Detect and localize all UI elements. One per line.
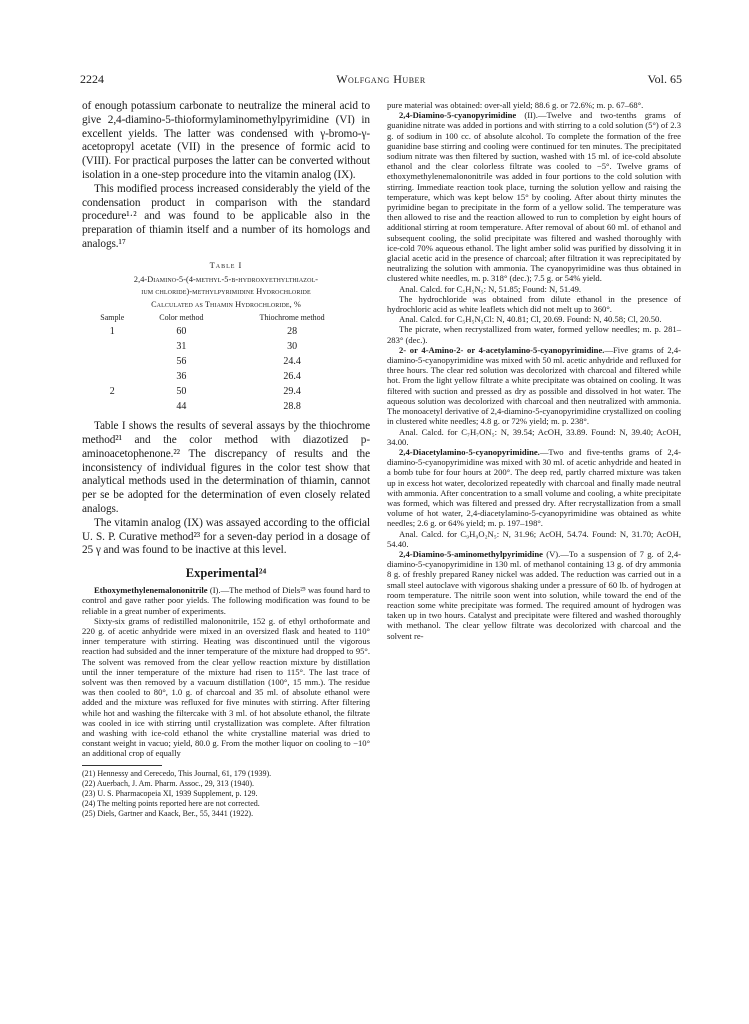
cell-thiochrome: 29.4 xyxy=(283,386,301,398)
compound-title: Ethoxymethylenemalononitrile xyxy=(94,585,208,596)
table-row xyxy=(88,354,358,369)
running-title: Wolfgang Huber xyxy=(336,72,426,86)
compound-title: 2,4-Diamino-5-aminomethylpyrimidine xyxy=(399,548,543,559)
cell-color: 56 xyxy=(176,356,187,368)
procedure-ethoxymethylene-details: Sixty-six grams of redistilled malononitrile, 152 g. of ethyl orthoformate and 220 g. of acetic anhydride were mixed in an oversized flask and heated to 110° inner temperature with stirring. Heating was discontinued until the vigorous reaction had subsided and the inner temperature of the mixture had dropped to 95°. The solvent was removed from the clear yellow reaction mixture by distillation until the inner temperature of the mixture had risen to 115°. The last trace of solvent was then removed by a vacuum distillation (100°, 15 mm.). The residue was then cooled to 80°, 1.0 g. of charcoal and 35 ml. of absolute ethanol were added and the mixture was refluxed for five minutes with stirring. After filtering while hot and washing the filtercake with 3 ml. of hot absolute ethanol, the filtrate was cooled in ice with stirring until crystallization was complete. After filtration and washing with ice-cold ethanol the white crystalline material was dried to constant weight in vacuo; yield, 80.0 g. From the mother liquor on cooling to −10° an additional crop of equally xyxy=(82,615,370,759)
page-header xyxy=(80,72,682,88)
table-row xyxy=(88,339,358,354)
compound-title: 2,4-Diamino-5-cyanopyrimidine xyxy=(399,110,517,121)
cell-sample: 1 xyxy=(109,326,115,338)
picrate-paragraph: The picrate, when recrystallized from water, formed yellow needles; m. p. 281–283° (dec.). xyxy=(387,324,681,345)
table-row xyxy=(88,369,358,384)
table-row xyxy=(88,399,358,414)
table-row xyxy=(88,324,358,339)
experimental-heading: Experimental²⁴ xyxy=(185,566,267,581)
cell-sample xyxy=(88,339,137,354)
cell-sample xyxy=(88,354,137,369)
footnote: (23) U. S. Pharmacopeia XI, 1939 Supplement, p. 129. xyxy=(82,788,258,798)
yield-paragraph: pure material was obtained: over-all yield; 88.6 g. or 72.6%; m. p. 67–68°. xyxy=(387,100,644,110)
footnote: (24) The melting points reported here are not corrected. xyxy=(82,798,260,808)
left-column xyxy=(82,100,370,819)
discussion-paragraph-1: Table I shows the results of several assays by the thiochrome method²¹ and the color method with diazotized p-aminoacetophenone.²² The discrepancy of results and the inconsistency of individual figures in the color test show that analytical methods used in the determination of thiamin, cannot per se be adopted for the determination of even closely related analogs. xyxy=(82,420,370,516)
cell-thiochrome: 26.4 xyxy=(283,371,301,383)
cell-thiochrome: 24.4 xyxy=(283,356,301,368)
cell-sample: 2 xyxy=(109,386,115,398)
cell-color: 31 xyxy=(176,341,187,353)
cell-thiochrome: 30 xyxy=(287,341,298,353)
compound-title: 2,4-Diacetylamino-5-cyanopyrimidine. xyxy=(399,446,540,457)
procedure-acetylamino xyxy=(387,345,681,427)
procedure-text: —Two and five-tenths grams of 2,4-diamino-5-cyanopyrimidine was mixed with 30 ml. of acetic anhydride and heated in a bomb tube for four hours at 200°. The deep red, partly charred mixture was taken up in excess hot water, decolorized repeatedly with charcoal and finally made neutral with ammonia. After concentration to a small volume and cooling, a white precipitate was formed, which was filtered and pressed dry. After recrystallization from a small volume of hot water, 2,4-diacetylamino-5-cyanopyrimidine was obtained as white needles; 2.6 g. or 64% yield; m. p. 197–198°. xyxy=(387,446,682,529)
procedure-cyanopyrimidine xyxy=(387,110,681,283)
table-caption-line-1: 2,4-Diamino-5-(4-methyl-5-β-hydroxyethylthiazol- xyxy=(133,274,319,284)
cell-color: 44 xyxy=(176,401,187,413)
table-caption-line-2: ium chloride)-methylpyrimidine Hydrochloride xyxy=(141,287,311,297)
analysis-line: Anal. Calcd. for C₅H₅N₅Cl: N, 40.81; Cl, 20.69. Found: N, 40.58; Cl, 20.50. xyxy=(399,314,662,325)
footnote-divider xyxy=(82,765,162,766)
volume-label: Vol. 65 xyxy=(647,72,682,86)
cell-color: 60 xyxy=(176,326,187,338)
intro-paragraph-1: of enough potassium carbonate to neutralize the mineral acid to give 2,4-diamino-5-thioformylaminomethylpyrimidine (VI) in excellent yields. The latter was condensed with γ-bromo-γ-acetopropyl acetate (VII) in the presence of formic acid to (VIII). For practical purposes the latter can be converted without isolation in a one-step procedure into the vitamin analog (IX). xyxy=(82,100,370,181)
cell-thiochrome: 28 xyxy=(287,326,298,338)
footnote: (22) Auerbach, J. Am. Pharm. Assoc., 29, 313 (1940). xyxy=(82,778,254,788)
discussion-paragraph-2: The vitamin analog (IX) was assayed according to the official U. S. P. Curative method²³ for a seven-day period in a dosage of 25 γ and was found to be inactive at this level. xyxy=(82,516,370,557)
col-header-color: Color method xyxy=(159,313,204,323)
compound-title: 2- or 4-Amino-2- or 4-acetylamino-5-cyanopyrimidine. xyxy=(399,344,605,355)
cell-sample xyxy=(88,399,137,414)
results-table xyxy=(88,313,358,414)
analysis-line: Anal. Calcd. for C₉H₉O₂N₅: N, 31.96; AcOH, 54.74. Found: N, 31.70; AcOH, 54.40. xyxy=(387,528,681,549)
procedure-ethoxymethylene xyxy=(82,585,370,616)
table-1 xyxy=(82,260,370,415)
page-number: 2224 xyxy=(80,72,104,86)
analysis-line: Anal. Calcd. for C₇H₇ON₅: N, 39.54; AcOH, 33.89. Found: N, 39.40; AcOH, 34.00. xyxy=(387,426,681,447)
intro-paragraph-2: This modified process increased considerably the yield of the condensation product in comparison with the standard procedure¹·² and was found to be applicable also in the preparation of thiamin itself and a number of its homologs and analogs.¹⁷ xyxy=(82,182,370,250)
cell-color: 36 xyxy=(176,371,187,383)
footnote: (21) Hennessy and Cerecedo, This Journal, 61, 179 (1939). xyxy=(82,768,272,778)
col-header-sample: Sample xyxy=(100,313,125,323)
cell-color: 50 xyxy=(176,386,187,398)
table-caption-line-3: Calculated as Thiamin Hydrochloride, % xyxy=(151,299,301,309)
analysis-line: Anal. Calcd. for C₅H₅N₅: N, 51.85; Found: N, 51.49. xyxy=(399,283,582,294)
cell-thiochrome: 28.8 xyxy=(283,401,301,413)
col-header-thiochrome: Thiochrome method xyxy=(259,313,325,323)
procedure-diacetylamino xyxy=(387,447,681,529)
cell-sample xyxy=(88,369,137,384)
procedure-text: (I).—The method of Diels²⁵ was found hard to control and gave rather poor yields. The following modification was found to be reliable in a great number of experiments. xyxy=(82,585,370,616)
table-row xyxy=(88,384,358,399)
table-caption xyxy=(82,274,370,312)
procedure-text: —Five grams of 2,4-diamino-5-cyanopyrimidine was mixed with 50 ml. acetic anhydride and refluxed for three hours. The clear red solution was decolorized with charcoal and filtered while hot. From the light yellow filtrate a white precipitate was obtained on cooling. It was filtered with suction and pressed as dry as possible and dissolved in hot water. The aqueous solution was decolorized with charcoal and then neutralized with ammonia. The monoacetyl derivative of 2,4-diamino-5-cyanopyrimidine crystallized on cooling in clustered white needles; 4.8 g. or 72% yield; m. p. 238°. xyxy=(387,344,682,427)
hydrochloride-paragraph: The hydrochloride was obtained from dilute ethanol in the presence of hydrochloric acid as white leaflets which did not melt up to 360°. xyxy=(387,293,681,315)
table-header-row xyxy=(88,313,358,324)
footnote: (25) Diels, Gartner and Kaack, Ber., 55, 3441 (1922). xyxy=(82,808,254,818)
right-column xyxy=(387,100,681,641)
table-label: Table I xyxy=(209,259,243,270)
procedure-aminomethyl xyxy=(387,549,681,641)
procedure-text: (II).—Twelve and two-tenths grams of guanidine nitrate was added in portions and with stirring to a cold solution (5°) of 2.3 g. of sodium in 100 cc. of absolute alcohol. To complete the formation of the free guanidine base stirring and cooling were continued for ten minutes. The precipitated sodium nitrate was then filtered by suction, washed with 15 ml. of ice-cold absolute ethanol and the clear colorless filtrate was cooled to −5°. Twelve grams of ethoxymethylenemalononitrile was added in four portions to the cold solution with stirring. Immediate reaction took place, turning the solution yellow and raising the temperature, which was kept below 15° by cooling. After about thirty minutes the pyrimidine began to precipitate in the form of a yellow solid. The temperature was then allowed to rise and the reaction allowed to run to completion by eight hours of additional stirring at room temperature. After removal of about 60 ml. of ethanol and subsequent cooling, the solid precipitate was filtered and washed thoroughly with ice-cold 70% aqueous ethanol. The light amber solid was purified by dissolving it in glacial acetic acid in the presence of charcoal; after filtration it was reprecipitated by neutralizing the solution with ammonia. The cyanopyrimidine was thus obtained in clustered white needles, m. p. 318° (dec.); 7.5 g. or 54% yield. xyxy=(387,110,681,284)
procedure-text: (V).—To a suspension of 7 g. of 2,4-diamino-5-cyanopyrimidine in 130 ml. of methanol containing 13 g. of dry ammonia 8 g. of freshly prepared Raney nickel was added. The reduction was carried out in a small steel autoclave with vigorous shaking under a pressure of 60 lb. of hydrogen at room temperature. The nitrile soon went into solution, while toward the end of the reaction some white precipitate was formed. The required amount of hydrogen was taken up in two hours. Catalyst and precipitate were filtered and washed thoroughly with methanol. The clear yellow filtrate was decolorized with charcoal and the solvent re- xyxy=(387,548,681,641)
